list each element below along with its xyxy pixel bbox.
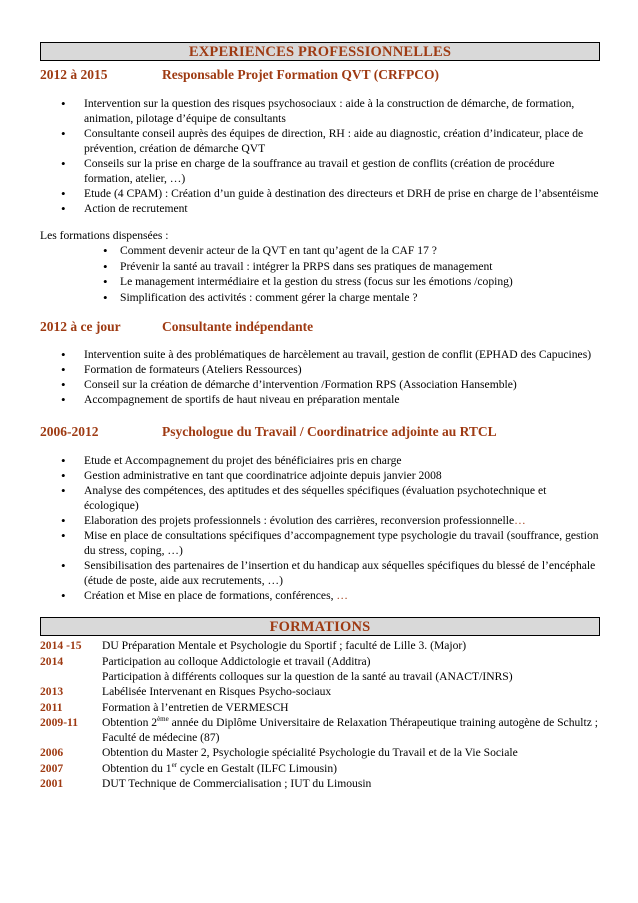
formation-year: 2014 [40, 654, 64, 668]
job-title: Psychologue du Travail / Coordinatrice adjointe au RTCL [162, 424, 497, 440]
list-item: • Intervention suite à des problématiques de harcèlement au travail, gestion de conflit (EPHAD des Capucines) [40, 347, 600, 362]
list-item [40, 776, 600, 791]
list-item: • Consultante conseil auprès des équipes de direction, RH : aide au diagnostic, création d’indicateur, place de prévention, création de démarche QVT [40, 126, 600, 156]
list-item: • Prévenir la santé au travail : intégrer la PRPS dans ses pratiques de management [40, 259, 600, 275]
formation-text: Obtention du Master 2, Psychologie spécialité Psychologie du Travail et de la Vie Sociale [102, 746, 518, 760]
formation-year [40, 669, 102, 684]
formation-text: DU Préparation Mentale et Psychologie du Sportif ; faculté de Lille 3. (Major) [102, 639, 467, 653]
job-title: Responsable Projet Formation QVT (CRFPCO) [162, 67, 439, 82]
job-date: 2012 à ce jour [40, 319, 121, 335]
formation-year: 2011 [40, 700, 63, 714]
job-header [40, 66, 600, 83]
list-item: • Accompagnement de sportifs de haut niveau en préparation mentale [40, 392, 600, 407]
formation-year: 2006 [40, 746, 64, 760]
formation-year: 2007 [40, 761, 64, 775]
list-item [40, 761, 600, 776]
formation-year: 2013 [40, 685, 64, 699]
list-item: • Création et Mise en place de formations, conférences, … [40, 588, 600, 603]
formation-text: Obtention du 1er cycle en Gestalt (ILFC Limousin) [102, 760, 338, 775]
experiences-heading: EXPERIENCES PROFESSIONNELLES [40, 42, 600, 61]
job-header [40, 423, 600, 440]
list-item: • Formation de formateurs (Ateliers Ressources) [40, 362, 600, 377]
formation-year: 2014 -15 [40, 639, 82, 653]
list-item: • Intervention sur la question des risques psychosociaux : aide à la construction de démarche, de formation, animation, pilotage d’équipe de consultants [40, 96, 600, 126]
list-item [40, 700, 600, 715]
list-item: • Conseils sur la prise en charge de la souffrance au travail et gestion de conflits (création de procédure formation, atelier, …) [40, 156, 600, 186]
formation-text: Participation à différents colloques sur la question de la santé au travail (ANACT/INRS) [102, 669, 513, 683]
formation-text: Obtention 2ème année du Diplôme Universitaire de Relaxation Thérapeutique training autogène de Schultz ; Faculté de médecine (87) [102, 715, 599, 745]
list-item: • Sensibilisation des partenaires de l’insertion et du handicap aux séquelles spécifiques du blessé de l’encéphale (étude de poste, aide aux recrutements, …) [40, 558, 600, 588]
list-item: • Le management intermédiaire et la gestion du stress (focus sur les émotions /coping) [40, 274, 600, 290]
cv-page [40, 42, 600, 791]
formation-text: Formation à l’entretien de VERMESCH [102, 700, 289, 714]
job-bullets [40, 453, 600, 603]
list-item: • Etude (4 CPAM) : Création d’un guide à destination des directeurs et DRH de prise en charge de l’absentéisme [40, 186, 600, 201]
list-item: • Action de recrutement [40, 201, 600, 216]
list-item: • Analyse des compétences, des aptitudes et des séquelles spécifiques (évaluation psychotechnique et écologique) [40, 483, 600, 513]
job-date: 2012 à 2015 [40, 67, 108, 82]
formation-year: 2001 [40, 777, 64, 791]
job-bullets [40, 347, 600, 407]
formation-text: DUT Technique de Commercialisation ; IUT du Limousin [102, 777, 372, 791]
list-item: • Gestion administrative en tant que coordinatrice adjointe depuis janvier 2008 [40, 468, 600, 483]
list-item [40, 715, 600, 746]
formations-dispensees-label: Les formations dispensées : [40, 229, 169, 242]
job-bullets [40, 96, 600, 216]
formations-dispensees-list [40, 243, 600, 305]
list-item [40, 745, 600, 760]
list-item: • Conseil sur la création de démarche d’intervention /Formation RPS (Association Hansemble) [40, 377, 600, 392]
job-date: 2006-2012 [40, 424, 99, 440]
job-title: Consultante indépendante [162, 319, 314, 335]
list-item: • Mise en place de consultations spécifiques d’accompagnement type psychologie du travail (souffrance, gestion du stress, coping, …) [40, 528, 600, 558]
list-item [40, 638, 600, 653]
list-item: • Simplification des activités : comment gérer la charge mentale ? [40, 290, 600, 306]
formation-text: Labélisée Intervenant en Risques Psycho-sociaux [102, 685, 332, 699]
list-item: • Comment devenir acteur de la QVT en tant qu’agent de la CAF 17 ? [40, 243, 600, 259]
list-item [40, 669, 600, 684]
list-item [40, 654, 600, 669]
job-header [40, 318, 600, 335]
formations-list [40, 638, 600, 791]
formations-heading: FORMATIONS [40, 617, 600, 636]
list-item: • Elaboration des projets professionnels : évolution des carrières, reconversion professionnelle… [40, 513, 600, 528]
list-item: • Etude et Accompagnement du projet des bénéficiaires pris en charge [40, 453, 600, 468]
list-item [40, 684, 600, 699]
formation-year: 2009-11 [40, 715, 79, 729]
formation-text: Participation au colloque Addictologie et travail (Additra) [102, 654, 371, 668]
